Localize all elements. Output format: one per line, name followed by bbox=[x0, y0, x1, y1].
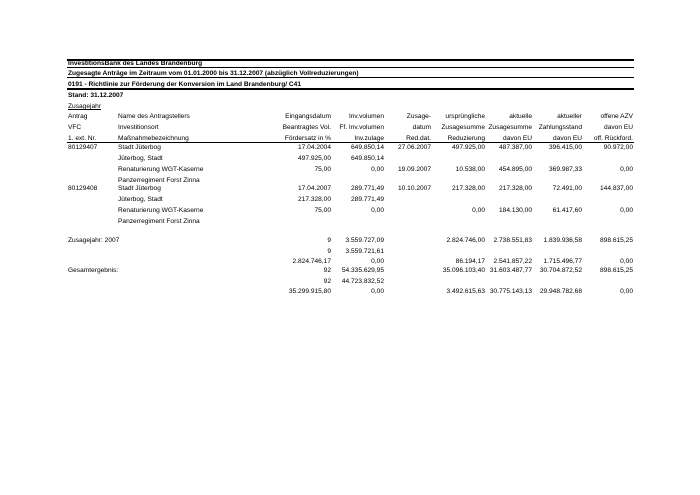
column-header: Eingangsdatum bbox=[285, 113, 331, 120]
table-cell: 10.538,00 bbox=[455, 166, 485, 173]
totals-cell: Zusagejahr: 2007 bbox=[68, 237, 120, 244]
column-header: Inv.zulage bbox=[354, 135, 384, 142]
table-cell: Renaturierung WGT-Kaserne bbox=[118, 166, 204, 173]
table-cell: 289.771,49 bbox=[350, 185, 384, 192]
table-cell: 144.837,00 bbox=[599, 185, 633, 192]
column-header: offene AZV bbox=[600, 113, 633, 120]
table-cell: 61.417,60 bbox=[552, 207, 582, 214]
column-header: davon EU bbox=[503, 135, 532, 142]
table-cell: 184.130,00 bbox=[498, 207, 532, 214]
totals-cell: 31.603.487,77 bbox=[489, 267, 532, 274]
table-cell: 497.925,00 bbox=[451, 144, 485, 151]
column-header: Reduzierung bbox=[447, 135, 485, 142]
table-cell: 10.10.2007 bbox=[397, 185, 431, 192]
totals-cell: 2.541.857,22 bbox=[493, 258, 532, 265]
totals-cell: 92 bbox=[323, 278, 331, 285]
totals-cell: 9 bbox=[327, 237, 331, 244]
column-header: VFC bbox=[68, 124, 82, 131]
column-header: aktuelle bbox=[509, 113, 532, 120]
totals-cell: 92 bbox=[323, 267, 331, 274]
stand-date: Stand: 31.12.2007 bbox=[68, 92, 124, 99]
table-cell: 396.415,00 bbox=[548, 144, 582, 151]
column-header: Red.dat. bbox=[406, 135, 431, 142]
totals-cell: 1.715.496,77 bbox=[543, 258, 582, 265]
table-cell: 27.06.2007 bbox=[397, 144, 431, 151]
table-cell: 0,00 bbox=[472, 207, 485, 214]
column-header: 1. ext. Nr. bbox=[68, 135, 97, 142]
table-cell: Jüterbog, Stadt bbox=[118, 196, 163, 203]
totals-cell: 3.492.615,63 bbox=[446, 288, 485, 295]
totals-cell: 44.723.832,52 bbox=[341, 278, 384, 285]
table-cell: 80129407 bbox=[68, 144, 98, 151]
column-header: davon EU bbox=[553, 135, 582, 142]
totals-cell: 35.299.915,80 bbox=[288, 288, 331, 295]
totals-cell: 2.824.746,17 bbox=[292, 258, 331, 265]
table-cell: 217.328,00 bbox=[297, 196, 331, 203]
totals-cell: 898.615,25 bbox=[599, 237, 633, 244]
table-cell: 0,00 bbox=[371, 207, 384, 214]
column-header: off. Rückford. bbox=[593, 135, 633, 142]
column-header: Investitionsort bbox=[118, 124, 159, 131]
table-cell: 72.491,00 bbox=[552, 185, 582, 192]
table-cell: 0,00 bbox=[371, 166, 384, 173]
column-header: ursprüngliche bbox=[445, 113, 485, 120]
column-header: Zusage- bbox=[406, 113, 431, 120]
totals-cell: 898.615,25 bbox=[599, 267, 633, 274]
totals-cell: 29.948.782,68 bbox=[539, 288, 582, 295]
table-cell: 17.04.2007 bbox=[297, 185, 331, 192]
totals-cell: 2.738.551,83 bbox=[493, 237, 532, 244]
table-cell: 17.04.2004 bbox=[297, 144, 331, 151]
column-header: Name des Antragstellers bbox=[118, 113, 190, 120]
table-cell: 649.850,14 bbox=[350, 155, 384, 162]
table-cell: 75,00 bbox=[314, 207, 331, 214]
table-cell: 649.850,14 bbox=[350, 144, 384, 151]
zusagejahr-label: Zusagejahr bbox=[68, 103, 101, 110]
table-cell: Jüterbog, Stadt bbox=[118, 155, 163, 162]
table-cell: 19.09.2007 bbox=[397, 166, 431, 173]
totals-cell: 30.704.872,52 bbox=[539, 267, 582, 274]
totals-cell: 3.559.727,09 bbox=[345, 237, 384, 244]
column-header: Beantragtes Vol. bbox=[282, 124, 331, 131]
table-cell: 369.987,33 bbox=[548, 166, 582, 173]
report-title: InvestitionsBank des Landes Brandenburg bbox=[68, 60, 203, 67]
table-cell: 289.771,49 bbox=[350, 196, 384, 203]
column-header: Inv.volumen bbox=[348, 113, 384, 120]
totals-cell: 86.194,17 bbox=[455, 258, 485, 265]
column-header: Zusagesumme bbox=[488, 124, 532, 131]
column-header: davon EU bbox=[604, 124, 633, 131]
column-header: aktueller bbox=[557, 113, 582, 120]
totals-cell: Gesamtergebnis: bbox=[68, 267, 119, 274]
totals-cell: 3.559.721,61 bbox=[345, 248, 384, 255]
totals-cell: 30.775.143,13 bbox=[489, 288, 532, 295]
table-cell: Panzerregiment Forst Zinna bbox=[118, 177, 200, 184]
totals-cell: 2.824.746,00 bbox=[446, 237, 485, 244]
column-header: Ff. Inv.volumen bbox=[339, 124, 384, 131]
report-subtitle: Zugesagte Anträge im Zeitraum vom 01.01.2000 bis 31.12.2007 (abzüglich Vollreduzierungen) bbox=[68, 70, 359, 77]
column-header: Maßnahmebezeichnung bbox=[118, 135, 189, 142]
totals-cell: 0,00 bbox=[620, 288, 633, 295]
table-cell: 487.387,00 bbox=[498, 144, 532, 151]
table-cell: 75,00 bbox=[314, 166, 331, 173]
table-cell: 217.328,00 bbox=[451, 185, 485, 192]
totals-cell: 0,00 bbox=[620, 258, 633, 265]
table-cell: Panzerregiment Forst Zinna bbox=[118, 218, 200, 225]
table-cell: Stadt Jüterbog bbox=[118, 185, 161, 192]
program-title: 0191 - Richtlinie zur Förderung der Konversion im Land Brandenburg/ C41 bbox=[68, 81, 302, 88]
totals-cell: 54.335.629,95 bbox=[341, 267, 384, 274]
table-cell: 454.895,00 bbox=[498, 166, 532, 173]
table-cell: Stadt Jüterbog bbox=[118, 144, 161, 151]
totals-cell: 0,00 bbox=[371, 258, 384, 265]
column-header: Zahlungsstand bbox=[538, 124, 582, 131]
totals-cell: 1.839.936,58 bbox=[543, 237, 582, 244]
table-cell: 497.925,00 bbox=[297, 155, 331, 162]
table-cell: 90.972,00 bbox=[603, 144, 633, 151]
totals-cell: 0,00 bbox=[371, 288, 384, 295]
table-cell: 0,00 bbox=[620, 166, 633, 173]
column-header: Zusagesumme bbox=[441, 124, 485, 131]
column-header: Fördersatz in % bbox=[284, 135, 331, 142]
column-header: datum bbox=[412, 124, 431, 131]
totals-cell: 35.096.103,40 bbox=[442, 267, 485, 274]
table-cell: 0,00 bbox=[620, 207, 633, 214]
totals-cell: 9 bbox=[327, 248, 331, 255]
column-header: Antrag bbox=[68, 113, 88, 120]
table-cell: Renaturierung WGT-Kaserne bbox=[118, 207, 204, 214]
table-cell: 80129408 bbox=[68, 185, 98, 192]
table-cell: 217.328,00 bbox=[498, 185, 532, 192]
